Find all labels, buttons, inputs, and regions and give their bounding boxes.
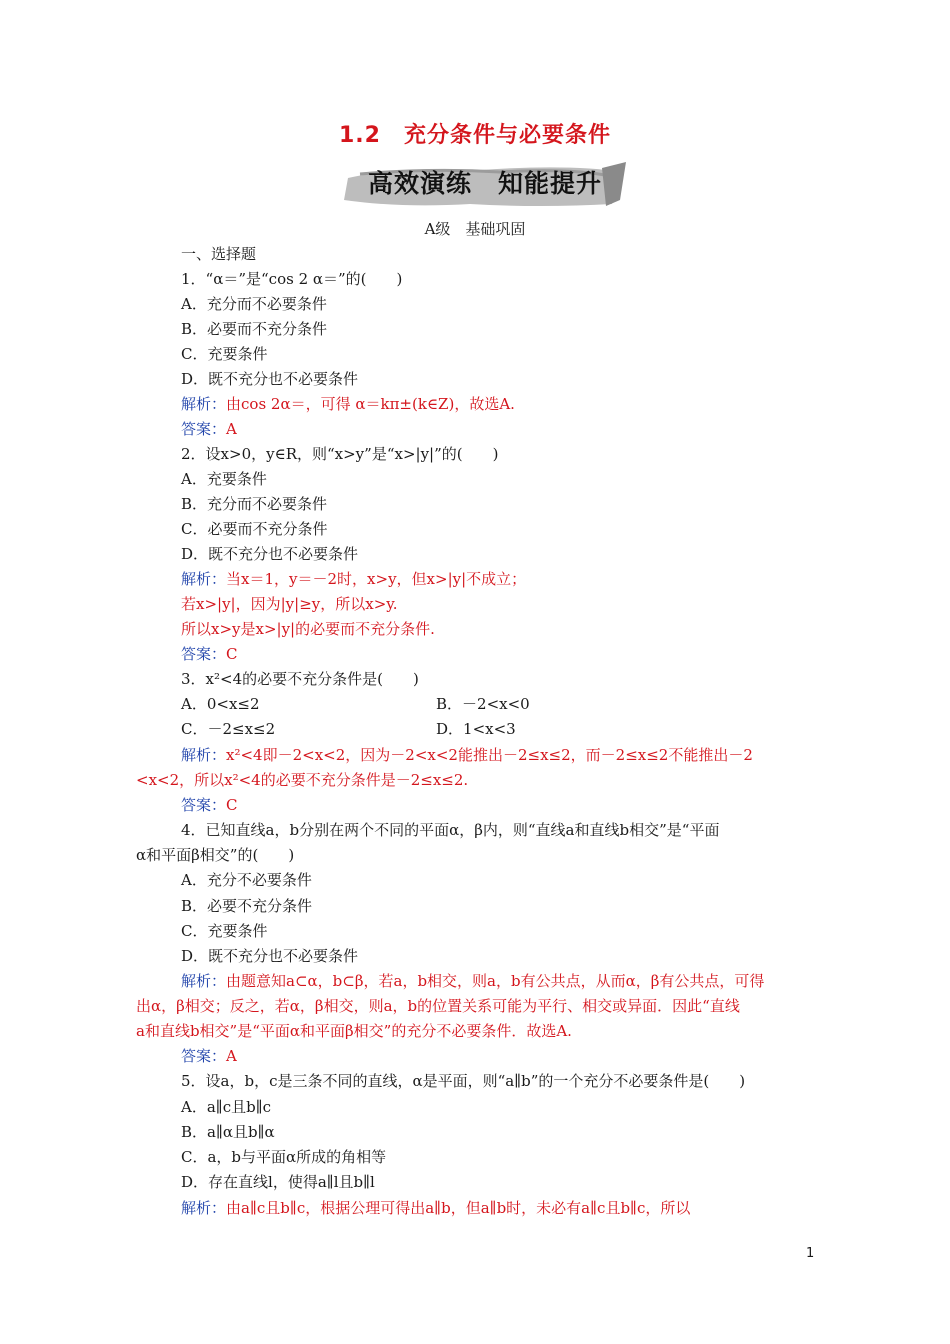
analysis-label: 解析：	[181, 395, 227, 413]
q5-option-d: D．存在直线l，使得a∥l且b∥l	[181, 1173, 375, 1191]
q3-option-c: C．－2≤x≤2	[181, 720, 276, 738]
q5-option-b: B．a∥α且b∥α	[181, 1123, 275, 1141]
question-5-stem: 5．设a，b，c是三条不同的直线，α是平面，则“a∥b”的一个充分不必要条件是( )	[181, 1072, 746, 1090]
question-4-stem-1: 4．已知直线a，b分别在两个不同的平面α，β内，则“直线a和直线b相交”是“平面	[181, 821, 720, 839]
q1-option-d: D．既不充分也不必要条件	[181, 370, 359, 388]
q5-option-a: A．a∥c且b∥c	[181, 1098, 272, 1116]
q1-option-b: B．必要而不充分条件	[181, 320, 328, 338]
q2-option-b: B．充分而不必要条件	[181, 495, 328, 513]
answer-value: A	[226, 1047, 237, 1065]
q4-option-a: A．充分不必要条件	[181, 871, 312, 889]
q4-analysis-2: 出α，β相交；反之，若α，β相交，则a，b的位置关系可能为平行、相交或异面．因此“直线	[136, 997, 740, 1015]
analysis-text: 由a∥c且b∥c，根据公理可得出a∥b，但a∥b时，未必有a∥c且b∥c，所以	[226, 1199, 691, 1217]
page-title: 1.2 充分条件与必要条件	[339, 123, 611, 148]
q3-option-a: A．0<x≤2	[181, 695, 260, 713]
q4-option-b: B．必要不充分条件	[181, 897, 313, 915]
banner-text: 高效演练 知能提升	[367, 169, 602, 198]
answer-label: 答案：	[181, 796, 227, 814]
analysis-label: 解析：	[181, 570, 227, 588]
question-4-stem-2: α和平面β相交”的( )	[136, 846, 295, 864]
q1-option-a: A．充分而不必要条件	[181, 295, 327, 313]
level-heading: A级 基础巩固	[424, 220, 526, 238]
analysis-text: 当x＝1，y＝－2时，x>y，但x>|y|不成立；	[226, 570, 527, 588]
q4-option-d: D．既不充分也不必要条件	[181, 947, 359, 965]
answer-label: 答案：	[181, 1047, 227, 1065]
answer-label: 答案：	[181, 420, 227, 438]
q2-answer	[181, 644, 238, 664]
q4-analysis-1	[181, 971, 764, 991]
q2-option-a: A．充要条件	[181, 470, 267, 488]
q2-analysis-1	[181, 569, 526, 589]
q3-option-b: B．－2<x<0	[436, 695, 530, 713]
analysis-text: 由题意知a⊂α，b⊂β，若a，b相交，则a，b有公共点，从而α，β有公共点，可得	[226, 972, 765, 990]
answer-value: C	[226, 796, 238, 814]
q3-analysis-2: <x<2，所以x²<4的必要不充分条件是－2≤x≤2.	[136, 771, 469, 789]
answer-value: C	[226, 645, 238, 663]
answer-label: 答案：	[181, 645, 227, 663]
q4-option-c: C．充要条件	[181, 922, 268, 940]
q5-analysis-1	[181, 1198, 690, 1218]
q5-option-c: C．a，b与平面α所成的角相等	[181, 1148, 387, 1166]
section-heading: 一、选择题	[181, 245, 257, 263]
q2-option-d: D．既不充分也不必要条件	[181, 545, 359, 563]
banner	[340, 160, 630, 210]
question-3-stem: 3．x²<4的必要不充分条件是( )	[181, 670, 419, 688]
question-2-stem: 2．设x>0，y∈R，则“x>y”是“x>|y|”的( )	[181, 445, 499, 463]
analysis-label: 解析：	[181, 972, 227, 990]
q3-option-d: D．1<x<3	[436, 720, 516, 738]
analysis-label: 解析：	[181, 1199, 227, 1217]
q1-answer	[181, 419, 237, 439]
analysis-text: 由cos 2α＝，可得 α＝kπ±(k∈Z)，故选A.	[226, 395, 515, 413]
q1-analysis	[181, 394, 515, 414]
page-number: 1	[806, 1246, 815, 1261]
q1-option-c: C．充要条件	[181, 345, 268, 363]
q2-option-c: C．必要而不充分条件	[181, 520, 328, 538]
q2-analysis-3: 所以x>y是x>|y|的必要而不充分条件.	[181, 620, 435, 638]
answer-value: A	[226, 420, 237, 438]
question-1-stem: 1．“α＝”是“cos 2 α＝”的( )	[181, 270, 403, 288]
q4-analysis-3: a和直线b相交”是“平面α和平面β相交”的充分不必要条件．故选A.	[136, 1022, 572, 1040]
analysis-text: x²<4即－2<x<2，因为－2<x<2能推出－2≤x≤2，而－2≤x≤2不能推出－2	[226, 746, 753, 764]
q3-answer	[181, 795, 238, 815]
q4-answer	[181, 1046, 237, 1066]
q2-analysis-2: 若x>|y|，因为|y|≥y，所以x>y.	[181, 595, 398, 613]
q3-analysis-1	[181, 745, 753, 765]
analysis-label: 解析：	[181, 746, 227, 764]
